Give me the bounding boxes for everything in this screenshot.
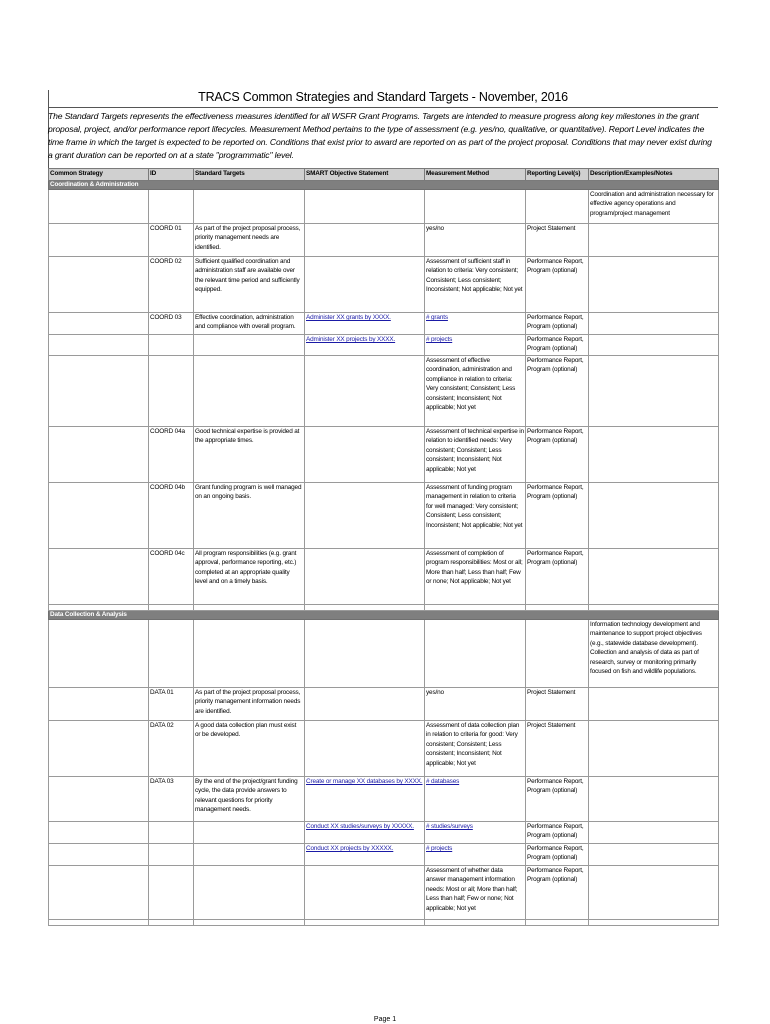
cell-reporting-level: Project Statement xyxy=(526,224,589,257)
empty-cell xyxy=(49,920,149,926)
cell-notes xyxy=(589,313,719,335)
measurement-link[interactable]: # projects xyxy=(426,336,453,343)
cell-id xyxy=(149,822,194,844)
cell-smart-objective xyxy=(305,257,425,313)
cell-common-strategy xyxy=(49,844,149,866)
cell-standard-target: A good data collection plan must exist or be developed. xyxy=(194,721,305,777)
cell-notes xyxy=(589,335,719,356)
cell-reporting-level: Performance Report, Program (optional) xyxy=(526,257,589,313)
cell-standard-target xyxy=(194,356,305,427)
cell-smart-objective xyxy=(305,313,425,335)
page-title: TRACS Common Strategies and Standard Targets - November, 2016 xyxy=(198,90,568,104)
cell-measurement-method xyxy=(425,822,526,844)
cell-notes xyxy=(589,822,719,844)
cell-standard-target xyxy=(194,620,305,688)
cell-id xyxy=(149,866,194,920)
cell-common-strategy xyxy=(49,549,149,605)
cell-common-strategy xyxy=(49,427,149,483)
table-row xyxy=(49,356,719,427)
cell-id: DATA 02 xyxy=(149,721,194,777)
title-divider xyxy=(48,107,718,108)
cell-smart-objective xyxy=(305,427,425,483)
cell-notes xyxy=(589,224,719,257)
cell-standard-target: Good technical expertise is provided at the appropriate times. xyxy=(194,427,305,483)
cell-reporting-level: Performance Report, Program (optional) xyxy=(526,483,589,549)
table-row xyxy=(49,335,719,356)
cell-notes xyxy=(589,427,719,483)
cell-reporting-level: Performance Report, Program (optional) xyxy=(526,866,589,920)
cell-id: COORD 04a xyxy=(149,427,194,483)
cell-smart-objective xyxy=(305,844,425,866)
table-row xyxy=(49,688,719,721)
table-row xyxy=(49,844,719,866)
empty-cell xyxy=(526,920,589,926)
empty-cell xyxy=(589,920,719,926)
cell-reporting-level xyxy=(526,190,589,224)
cell-measurement-method xyxy=(425,335,526,356)
cell-smart-objective xyxy=(305,620,425,688)
measurement-link[interactable]: # projects xyxy=(426,845,453,852)
cell-common-strategy xyxy=(49,866,149,920)
cell-standard-target xyxy=(194,190,305,224)
cell-id: COORD 04c xyxy=(149,549,194,605)
table-row xyxy=(49,257,719,313)
cell-smart-objective xyxy=(305,777,425,822)
header-row xyxy=(49,169,719,181)
page-number: Page 1 xyxy=(373,1016,397,1023)
cell-standard-target: Sufficient qualified coordination and administration staff are available over the relevant time period and sufficiently equipped. xyxy=(194,257,305,313)
cell-smart-objective xyxy=(305,224,425,257)
cell-common-strategy xyxy=(49,313,149,335)
cell-measurement-method xyxy=(425,190,526,224)
header-smart-objective: SMART Objective Statement xyxy=(305,169,425,181)
cell-id xyxy=(149,844,194,866)
cell-standard-target: As part of the project proposal process, priority management information needs are identified. xyxy=(194,688,305,721)
cell-reporting-level: Performance Report, Program (optional) xyxy=(526,549,589,605)
cell-measurement-method: Assessment of whether data answer management information needs: Most or all; More than half; Less than half; Few or none; Not applicable; Not yet xyxy=(425,866,526,920)
section-header-row xyxy=(49,181,719,190)
cell-common-strategy xyxy=(49,620,149,688)
table-row xyxy=(49,427,719,483)
cell-reporting-level: Performance Report, Program (optional) xyxy=(526,335,589,356)
header-description-notes: Description/Examples/Notes xyxy=(589,169,719,181)
cell-notes: Information technology development and maintenance to support project objectives (e.g., statewide database development). Collection and analysis of data as part of research, survey or monitoring primarily focused on fish and wildlife populations. xyxy=(589,620,719,688)
cell-measurement-method: Assessment of funding program management in relation to criteria for well managed: Very consistent; Consistent; Less consistent; Inconsistent; Not applicable; Not yet xyxy=(425,483,526,549)
table-row xyxy=(49,721,719,777)
cell-smart-objective xyxy=(305,688,425,721)
cell-id: COORD 01 xyxy=(149,224,194,257)
cell-id xyxy=(149,356,194,427)
cell-measurement-method: Assessment of technical expertise in relation to identified needs: Very consistent; Consistent; Less consistent; Inconsistent; Not applicable; Not yet xyxy=(425,427,526,483)
intro-paragraph: The Standard Targets represents the effectiveness measures identified for all WSFR Grant Programs. Targets are intended to measure progress along key milestones in the grant proposal, project, and/or performance report lifecycles. Measurement Method pertains to the type of assessment (e.g. yes/no, qualitative, or quantitative). Report Level indicates the time frame in which the target is expected to be reported on. Conditions that exist prior to award are reported on as part of the project proposal. Conditions that may never exist during a grant duration can be reported on at a state "programmatic" level. xyxy=(48,111,712,160)
cell-notes: Coordination and administration necessary for effective agency operations and program/project management xyxy=(589,190,719,224)
cell-notes xyxy=(589,257,719,313)
targets-table xyxy=(48,168,719,926)
table-row xyxy=(49,549,719,605)
cell-smart-objective xyxy=(305,335,425,356)
cell-notes xyxy=(589,688,719,721)
cell-standard-target: By the end of the project/grant funding cycle, the data provide answers to relevant questions for priority management needs. xyxy=(194,777,305,822)
cell-reporting-level: Project Statement xyxy=(526,688,589,721)
cell-notes xyxy=(589,483,719,549)
cell-smart-objective xyxy=(305,822,425,844)
cell-id xyxy=(149,335,194,356)
cell-id: DATA 01 xyxy=(149,688,194,721)
table-row xyxy=(49,313,719,335)
cell-standard-target xyxy=(194,844,305,866)
empty-cell xyxy=(425,920,526,926)
cell-smart-objective xyxy=(305,483,425,549)
empty-cell xyxy=(305,920,425,926)
smart-objective-link[interactable]: Conduct XX studies/surveys by XXXXX. xyxy=(306,823,414,830)
cell-smart-objective xyxy=(305,721,425,777)
cell-standard-target xyxy=(194,822,305,844)
empty-cell xyxy=(194,920,305,926)
cell-smart-objective xyxy=(305,549,425,605)
table-row xyxy=(49,483,719,549)
cell-common-strategy xyxy=(49,190,149,224)
smart-objective-link[interactable]: Conduct XX projects by XXXXX. xyxy=(306,845,394,852)
cell-measurement-method: Assessment of sufficient staff in relation to criteria: Very consistent; Consistent; Less consistent; Inconsistent; Not applicable; Not yet xyxy=(425,257,526,313)
header-id: ID xyxy=(149,169,194,181)
smart-objective-link[interactable]: Administer XX grants by XXXX. xyxy=(306,314,391,321)
measurement-link[interactable]: # studies/surveys xyxy=(426,823,473,830)
cell-standard-target: As part of the project proposal process, priority management needs are identified. xyxy=(194,224,305,257)
cell-measurement-method: Assessment of completion of program responsibilities: Most or all; More than half; Less than half; Few or none; Not applicable; Not yet xyxy=(425,549,526,605)
cell-measurement-method: yes/no xyxy=(425,688,526,721)
cell-notes xyxy=(589,866,719,920)
cell-measurement-method: Assessment of effective coordination, administration and compliance in relation to criteria: Very consistent; Consistent; Less consistent; Inconsistent; Not applicable; Not yet xyxy=(425,356,526,427)
cell-id: COORD 03 xyxy=(149,313,194,335)
cell-reporting-level: Project Statement xyxy=(526,721,589,777)
cell-id: COORD 02 xyxy=(149,257,194,313)
cell-standard-target xyxy=(194,866,305,920)
cell-reporting-level xyxy=(526,620,589,688)
table-row xyxy=(49,822,719,844)
cell-common-strategy xyxy=(49,822,149,844)
cell-measurement-method xyxy=(425,620,526,688)
cell-notes xyxy=(589,721,719,777)
table-row xyxy=(49,620,719,688)
cell-id xyxy=(149,190,194,224)
cell-smart-objective xyxy=(305,866,425,920)
cell-notes xyxy=(589,549,719,605)
cell-smart-objective xyxy=(305,190,425,224)
cell-common-strategy xyxy=(49,257,149,313)
cell-notes xyxy=(589,356,719,427)
measurement-link[interactable]: # databases xyxy=(426,778,460,785)
cell-reporting-level: Performance Report, Program (optional) xyxy=(526,844,589,866)
table-row xyxy=(49,224,719,257)
cell-measurement-method: yes/no xyxy=(425,224,526,257)
cell-common-strategy xyxy=(49,224,149,257)
cell-reporting-level: Performance Report, Program (optional) xyxy=(526,356,589,427)
table-row xyxy=(49,777,719,822)
table-row xyxy=(49,866,719,920)
cell-standard-target: All program responsibilities (e.g. grant approval, performance reporting, etc.) completed at an appropriate quality level and on a timely basis. xyxy=(194,549,305,605)
cell-reporting-level: Performance Report, Program (optional) xyxy=(526,777,589,822)
cell-smart-objective xyxy=(305,356,425,427)
section-title: Coordination & Administration xyxy=(49,181,719,190)
cell-common-strategy xyxy=(49,721,149,777)
cell-common-strategy xyxy=(49,777,149,822)
cell-measurement-method xyxy=(425,313,526,335)
cell-standard-target: Effective coordination, administration and compliance with overall program. xyxy=(194,313,305,335)
spacer-row xyxy=(49,920,719,926)
header-standard-targets: Standard Targets xyxy=(194,169,305,181)
cell-common-strategy xyxy=(49,335,149,356)
measurement-link[interactable]: # grants xyxy=(426,314,448,321)
cell-notes xyxy=(589,844,719,866)
cell-measurement-method: Assessment of data collection plan in relation to criteria for good: Very consistent; Consistent; Less consistent; Inconsistent; Not applicable; Not yet xyxy=(425,721,526,777)
cell-id: COORD 04b xyxy=(149,483,194,549)
cell-id: DATA 03 xyxy=(149,777,194,822)
cell-reporting-level: Performance Report, Program (optional) xyxy=(526,313,589,335)
cell-id xyxy=(149,620,194,688)
cell-standard-target xyxy=(194,335,305,356)
cell-standard-target: Grant funding program is well managed on an ongoing basis. xyxy=(194,483,305,549)
cell-common-strategy xyxy=(49,688,149,721)
cell-measurement-method xyxy=(425,777,526,822)
section-title: Data Collection & Analysis xyxy=(49,611,719,620)
table-row xyxy=(49,190,719,224)
header-reporting-levels: Reporting Level(s) xyxy=(526,169,589,181)
cell-reporting-level: Performance Report, Program (optional) xyxy=(526,427,589,483)
smart-objective-link[interactable]: Administer XX projects by XXXX. xyxy=(306,336,396,343)
empty-cell xyxy=(149,920,194,926)
cell-common-strategy xyxy=(49,483,149,549)
cell-notes xyxy=(589,777,719,822)
smart-objective-link[interactable]: Create or manage XX databases by XXXX. xyxy=(306,778,423,785)
cell-common-strategy xyxy=(49,356,149,427)
section-header-row xyxy=(49,611,719,620)
cell-measurement-method xyxy=(425,844,526,866)
header-measurement-method: Measurement Method xyxy=(425,169,526,181)
cell-reporting-level: Performance Report, Program (optional) xyxy=(526,822,589,844)
header-common-strategy: Common Strategy xyxy=(49,169,149,181)
